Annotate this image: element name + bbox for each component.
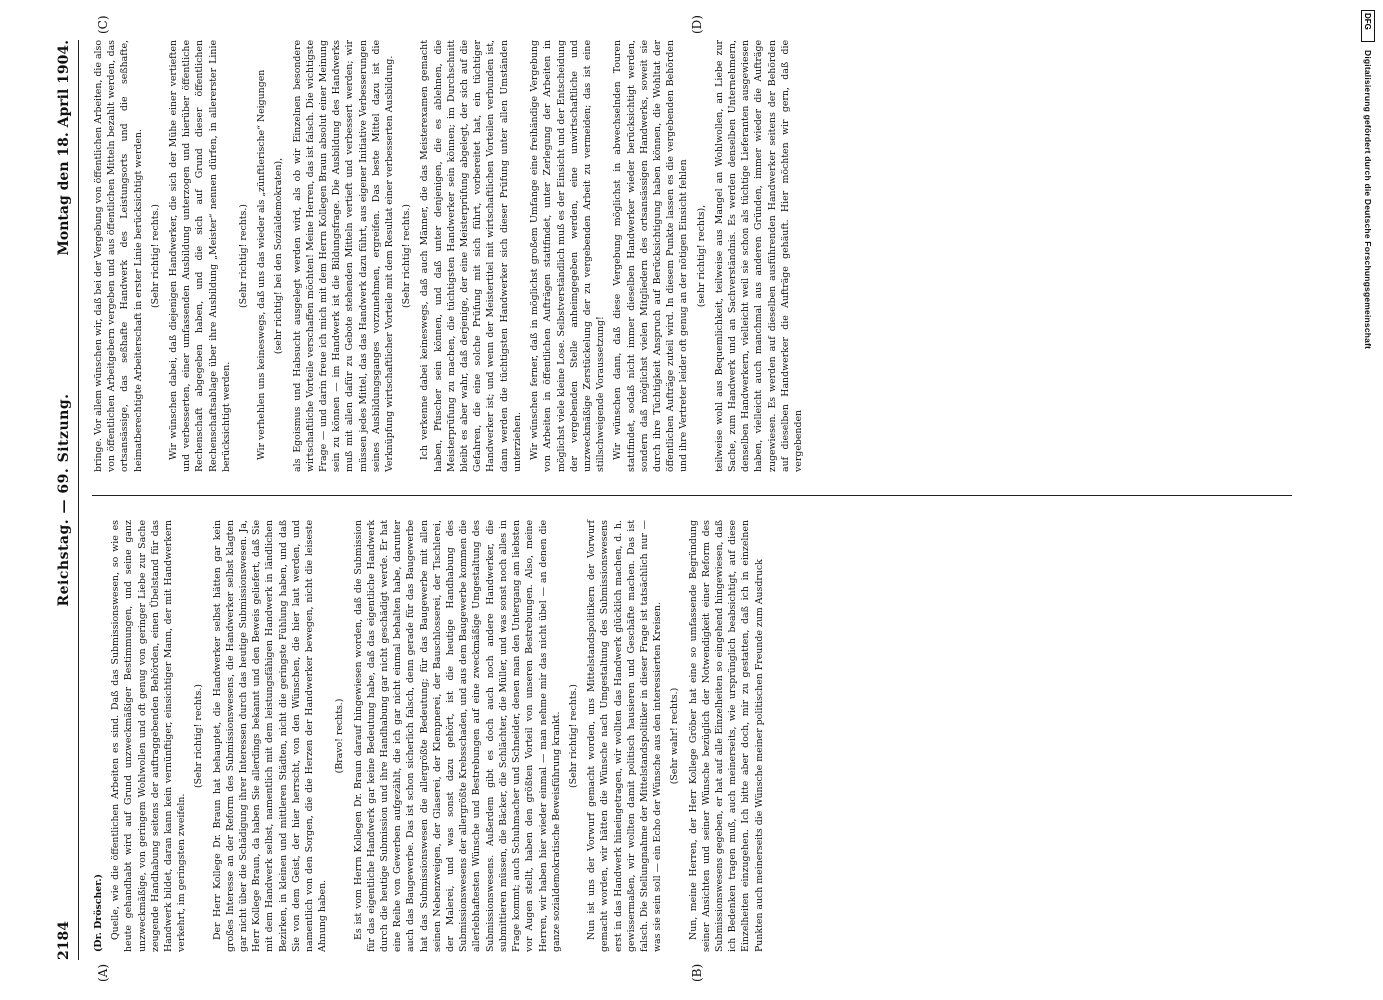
interjection: (Sehr richtig! rechts.)	[401, 204, 413, 308]
interjection: (Bravo! rechts.)	[334, 698, 346, 774]
interjection: (Sehr richtig! rechts.)	[238, 204, 250, 308]
paragraph: Wir wünschen dann, daß diese Vergebung möglichst in abwechselnden Touren stattfindet, sodaß nicht immer dieselben Handwerker wieder berücksichtigt werden, sondern daß möglichst vielen Mitgliedern des ortsansässigen Handwerks, soweit sie durch ihre Tüchtigkeit Anspruch auf Berücksichtigung haben können, die Wohltat der öffentlichen Aufträge zuteil wird. In diesem Punkte lassen es die vergebenden Behörden und ihre Vertreter leider oft genug an der nötigen Einsicht fehlen	[612, 40, 690, 472]
interjection: (sehr richtig! rechts),	[695, 204, 707, 308]
session-title: Reichstag. — 69. Sitzung.	[56, 393, 72, 607]
margin-mark-a: (A)	[96, 963, 110, 982]
page-number: 2184	[56, 921, 72, 960]
paragraph: Ich verkenne dabei keineswegs, daß auch Männer, die das Meisterexamen gemacht haben, Pfuscher sein können, und daß unter denjenigen, die es ablehnen, die Meisterprüfung zu machen, die tüchtigsten Handwerker sein können; im Durchschnitt bleibt es aber wahr, daß derjenige, der eine Meisterprüfung abgelegt, der sich auf die Gefahren, die eine solche Prüfung mit sich führt, vorbereitet hat, ein tüchtiger Handwerker ist; und wenn der Meistertitel mit wirtschaftlichen Vorteilen verbunden ist, dann werden die tüchtigsten Handwerker sich dieser Prüfung unter allen Umständen unterziehen.	[419, 40, 523, 472]
dfg-logo-text: DFG	[1363, 13, 1372, 30]
page-header	[54, 40, 79, 960]
paragraph: Quelle, wie die öffentlichen Arbeiten es sind. Daß das Submissionswesen, so wie es heute gehandhabt wird auf Grund unzweckmäßiger Bestimmungen, und seine ganz unzweckmäßige, von geringem Wohlwollen und oft genug von geringer Liebe zur Sache zeugende Handhabung seitens der auftraggebenden Behörden, einen Übelstand für das Handwerk bildet, daran kann kein vernünftiger, einsichtiger Mann, der mit Handwerkern verkehrt, im geringsten zweifeln.	[110, 520, 188, 952]
dfg-logo	[1361, 10, 1375, 42]
margin-mark-b: (B)	[690, 963, 704, 982]
column-divider	[92, 495, 1292, 496]
paragraph: bringe. Vor allem wünschen wir, daß bei der Vergebung von öffentlichen Arbeiten, die also von öffentlichen Arbeitgebern vergeben und aus öffentlichen Mitteln bezahlt werden, das ortsansässige, das seßhafte Handwerk des Leistungsorts und die seßhafte, heimatberechtigte Arbeiterschaft in erster Linie berücksichtigt werden.	[93, 40, 144, 472]
left-column	[92, 520, 770, 952]
interjection: (sehr richtig! bei den Sozialdemokraten),	[273, 157, 285, 355]
paragraph: teilweise wohl aus Bequemlichkeit, teilweise aus Mangel an Wohlwollen, an Liebe zur Sache, zum Handwerk und an Sachverständnis. Es werden denselben Unternehmern, denselben Handwerkern, vielleicht weil sie schon als tüchtige Lieferanten ausgewiesen haben, vielleicht auch manchmal aus anderen Gründen, immer wieder die Aufträge zugewiesen. Es werden auf dieselben ausführenden Handwerker seitens der Behörden auf dieselben Handwerker die Aufträge gehäuft. Hier möchten wir gern, daß die vergebenden	[713, 40, 804, 472]
paragraph: Es ist vom Herrn Kollegen Dr. Braun darauf hingewiesen worden, daß die Submission für das eigentliche Handwerk gar keine Bedeutung habe, daß das eigentliche Handwerk durch die heutige Submission und ihre Handhabung gar nicht geschädigt werde. Er hat eine Reihe von Gewerben aufgezählt, die ich gar nicht einmal behalten habe, darunter auch das Baugewerbe. Das ist schon sicherlich falsch, denn gerade für das Baugewerbe hat das Submissionswesen die allergrößte Bedeutung; für das Baugewerbe mit allen seinen Nebenzweigen, der Glaserei, der Klempnerei, der Bauschlosserei, der Tischlerei, der Malerei, und was sonst dazu gehört, ist die heutige Handhabung des Submissionswesens der allergrößte Krebsschaden, und aus dem Baugewerbe kommen die allerlebhaftesten Wünsche und Bestrebungen auf eine zweckmäßige Umgestaltung des Submissionswesens. Außerdem gibt es doch auch noch andere Handwerker, die submittieren müssen, die Bäcker, die Schlächter, die Müller, und was sonst noch alles in Frage kommt; auch Schuhmacher und Schneider, denen man den Untergang am liebsten vor Augen stellt, haben den größten Vorteil von unseren Bestrebungen. Also, meine Herren, wir haben hier wieder einmal — man nehme mir das nicht übel — an denen die ganze sozialdemokratische Beweisführung krankt.	[352, 520, 562, 952]
interjection: (Sehr richtig! rechts.)	[149, 204, 161, 308]
paragraph: Nun ist uns der Vorwurf gemacht worden, uns Mittelstandspolitikern der Vorwurf gemacht worden, wir hätten die Wünsche nach Umgestaltung des Submissionswesens erst in das Handwerk hineingetragen, wir wollten das Handwerk glücklich machen, d. h. gewissermaßen, wir wollten damit politisch hausieren und Geschäfte machen. Das ist falsch. Die Stellungnahme der Mittelstandspolitiker in dieser Frage ist tatsächlich nur — was sie sein soll — ein Echo der Wünsche aus den interessierten Kreisen.	[586, 520, 664, 952]
session-date: Montag den 18. April 1904.	[56, 40, 72, 256]
interjection: (Sehr richtig! rechts.)	[193, 684, 205, 788]
paragraph: Wir wünschen dabei, daß diejenigen Handwerker, die sich der Mühe einer vertieften und verbesserten, einer umfassenden Ausbildung unterzogen und hierüber öffentliche Rechenschaft abgegeben haben, und die sich auf Grund dieser öffentlichen Rechenschaftsablage über ihre Ausbildung „Meister“ nennen dürfen, in allererster Linie berücksichtigt werden.	[168, 40, 232, 472]
margin-mark-d: (D)	[690, 15, 704, 34]
right-column	[92, 40, 809, 472]
digitization-credit	[1361, 10, 1377, 990]
paragraph: Wir wünschen ferner, daß in möglichst großem Umfange eine freihändige Vergebung von Arbeiten in öffentlichen Aufträgen stattfindet, unter Zerlegung der Arbeiten in möglichst viele kleine Lose. Selbstverständlich muß es der Einsicht und der Entscheidung der vergebenden Stelle anheimgegeben werden, eine unwirtschaftliche und unzweckmäßige Zerstückelung der zu vergebenden Arbeit zu vermeiden; das ist eine stillschweigende Voraussetzung!	[529, 40, 607, 472]
margin-mark-c: (C)	[96, 15, 110, 34]
interjection: (Sehr richtig! rechts.)	[567, 684, 579, 788]
interjection: (Sehr wahr! rechts.)	[669, 687, 681, 785]
speaker-label: (Dr. Dröscher.)	[93, 873, 104, 952]
paragraph: Nun, meine Herren, der Herr Kollege Gröber hat eine so umfassende Begründung seiner Ansichten und seiner Wünsche bezüglich der Notwendigkeit einer Reform des Submissionswesens gegeben, er hat auf alle Einzelheiten so eingehend hingewiesen, daß ich Bedenken tragen muß, auch meinerseits, wie ursprünglich beabsichtigt, auf diese Einzelheiten einzugehen. Ich bitte aber doch, mir zu gestatten, daß ich in einzelnen Punkten auch meinerseits die Wünsche meiner politischen Freunde zum Ausdruck	[687, 520, 765, 952]
paragraph: Der Herr Kollege Dr. Braun hat behauptet, die Handwerker selbst hätten gar kein großes Interesse an der Reform des Submissionswesens, die Handwerker selbst klagten gar nicht über die Schädigung ihrer Interessen durch das heutige Submissionswesen. Ja, Herr Kollege Braun, da haben Sie allerdings bekannt und den Beweis geliefert, daß Sie mit dem Handwerk selbst, namentlich mit dem leistungsfähigen Handwerk in ländlichen Bezirken, in kleinen und mittleren Städten, nicht die geringste Fühlung haben, und daß Sie von dem Geist, der hier herrscht, von den Wünschen, die hier laut werden, und namentlich von den Sorgen, die die Herzen der Handwerker bewegen, nicht die leiseste Ahnung haben.	[211, 520, 329, 952]
credit-text: Digitalisierung gefördert durch die Deutsche Forschungsgemeinschaft	[1363, 50, 1373, 350]
paragraph: als Egoismus und Habsucht ausgelegt werden wird, als ob wir Einzelnen besondere wirtschaftliche Vorteile verschaffen möchten! Meine Herren, das ist falsch. Die wichtigste Frage — und darin freue ich mich mit dem Herrn Kollegen Braun absolut einer Meinung sein zu können — im Handwerk ist die Bildungsfrage. Die Ausbildung des Handwerks muß mit allen dafür zu Gebote stehenden Mitteln vertieft und verbessert werden; wir müssen jedes Mittel, das das Handwerk dazu führt, aus eigener Initiative Verbesserungen seines Ausbildungsganges vorzunehmen, ergreifen. Das beste Mittel dazu ist die Verknüpfung wirtschaftlicher Vorteile mit dem Resultat einer verbesserten Ausbildung.	[291, 40, 396, 472]
paragraph: Wir verhehlen uns keineswegs, daß uns das wieder als „zünftlerische“ Neigungen	[256, 69, 268, 460]
